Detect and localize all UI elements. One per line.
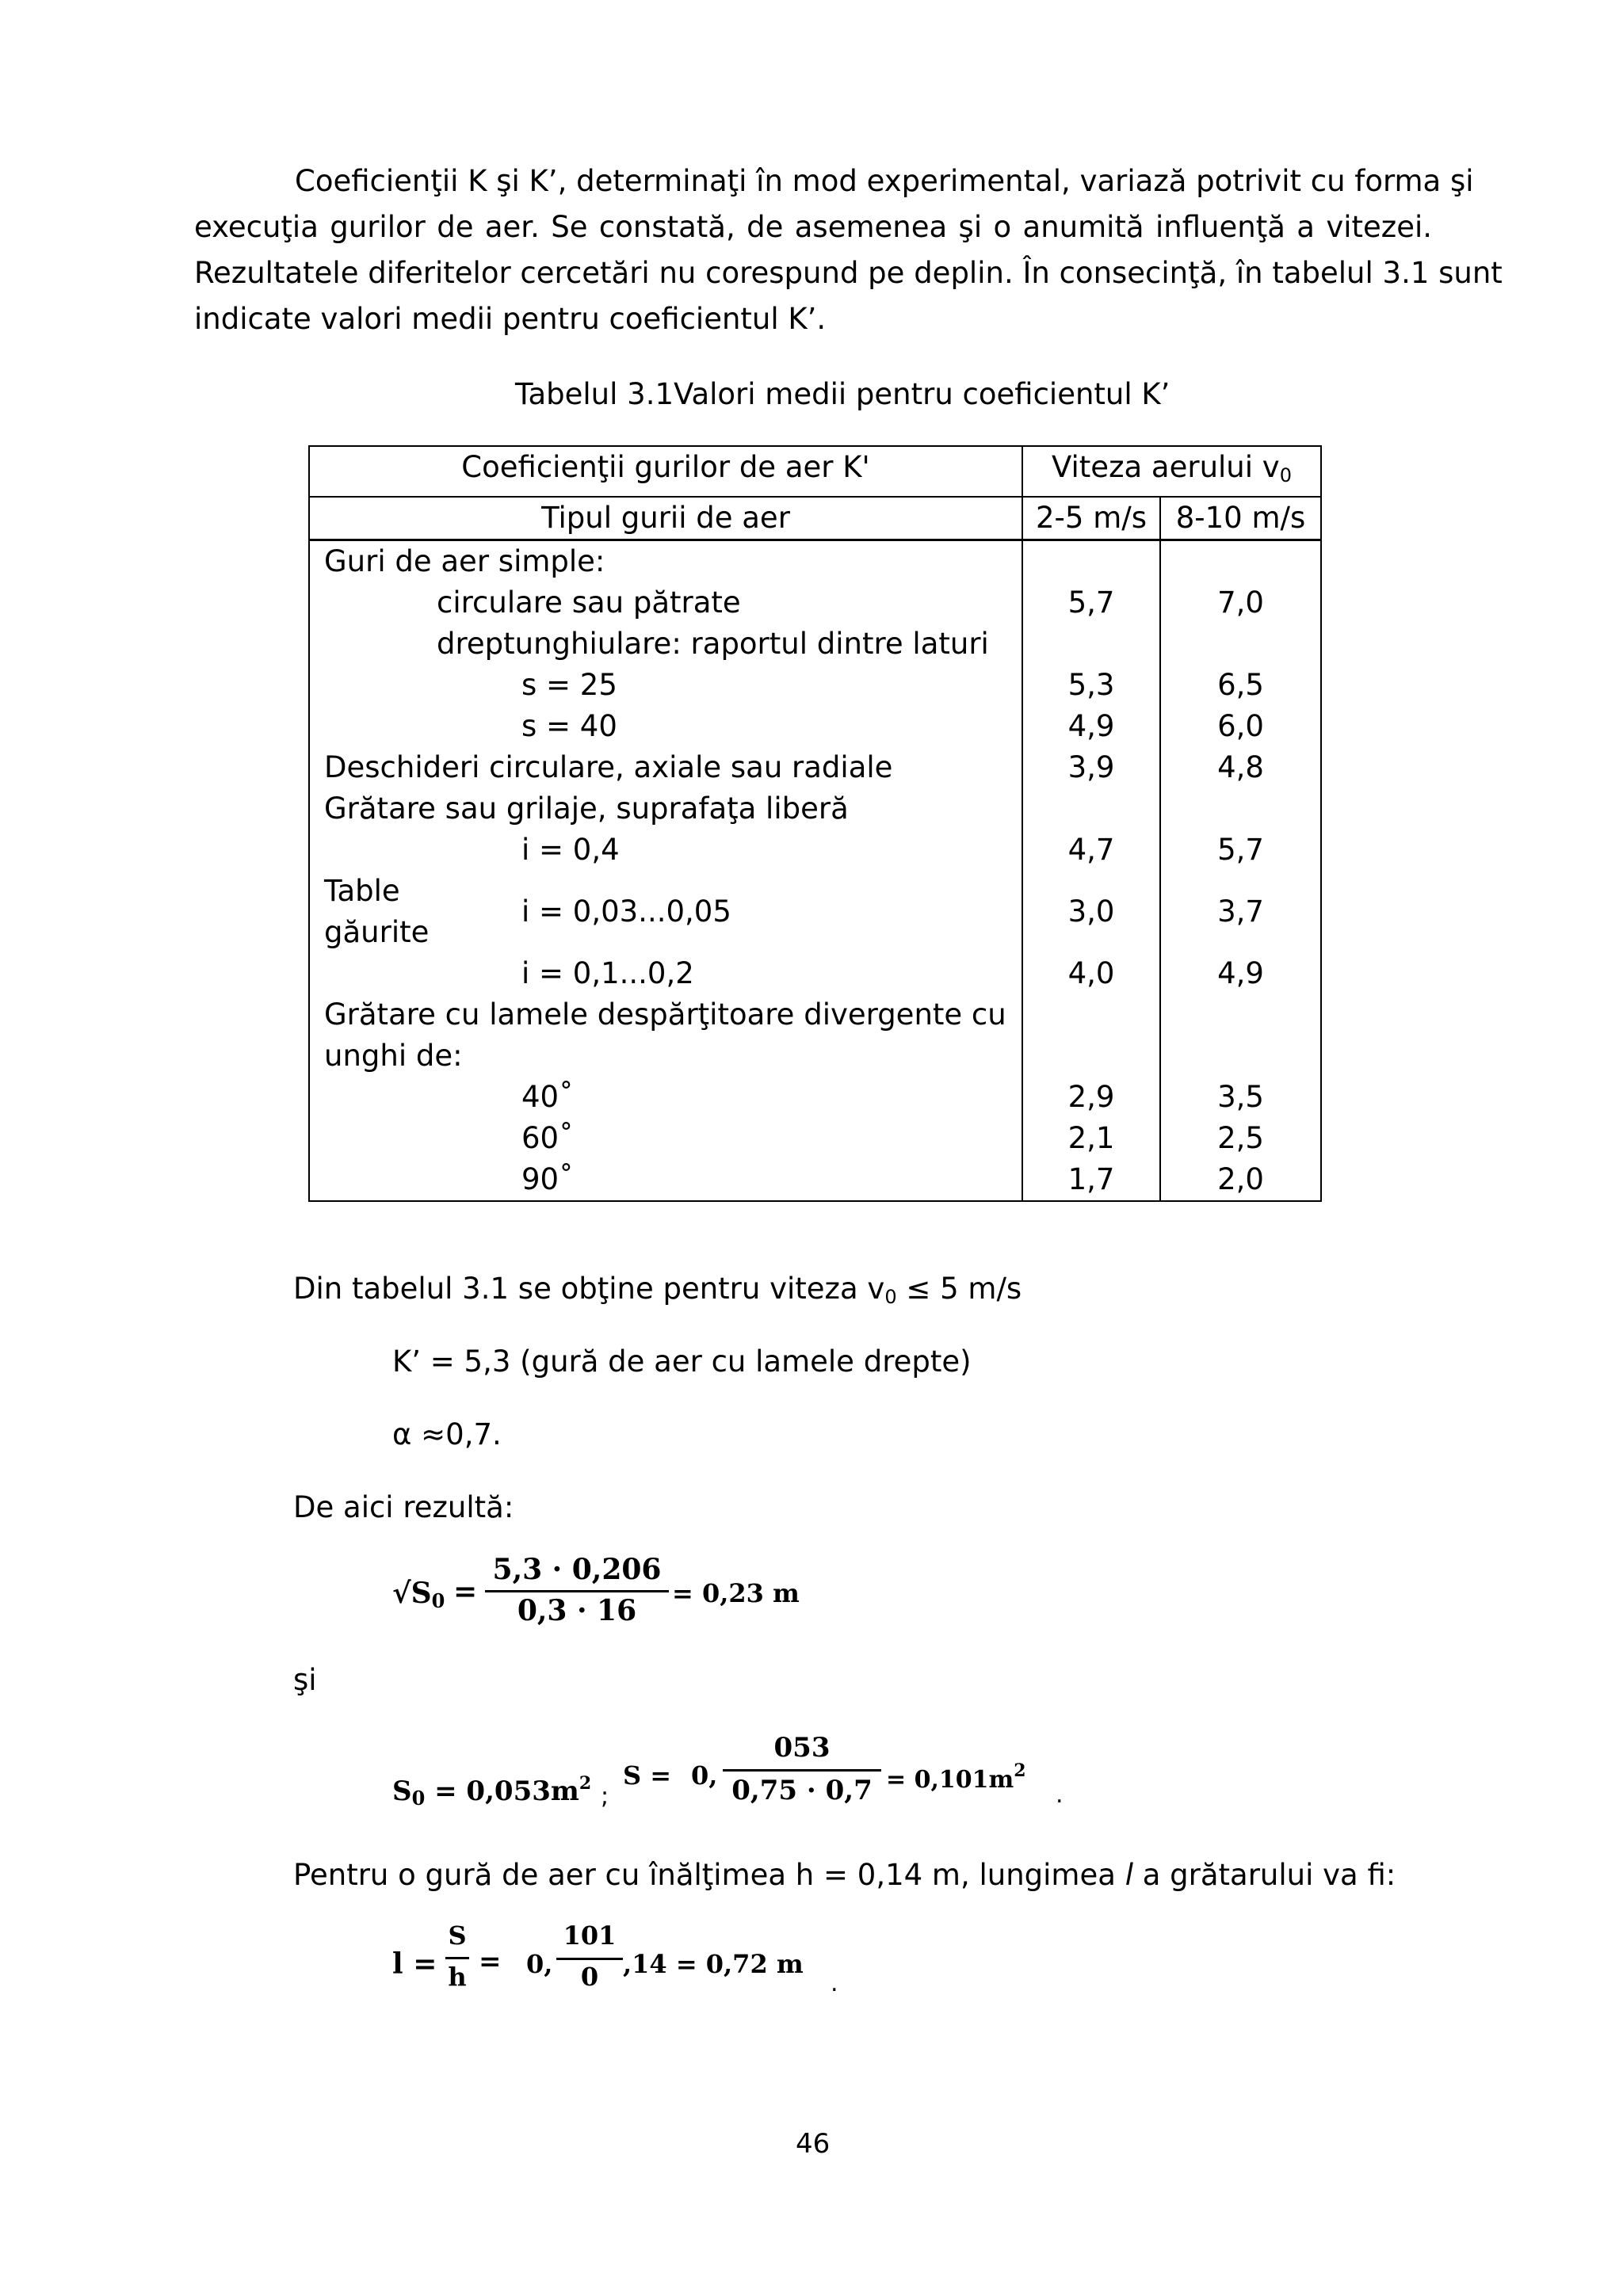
table-labels-column xyxy=(309,540,1022,1202)
formula3-end: . xyxy=(831,1970,838,1997)
formula2-s-lhs: S = xyxy=(623,1760,672,1791)
formula1-denominator: 0,3 · 16 xyxy=(517,1594,637,1627)
formula2-numerator: 053 xyxy=(773,1732,831,1764)
table-row-label: s = 40 xyxy=(521,709,617,743)
table-row-label: s = 25 xyxy=(521,668,617,702)
formula1-numerator: 5,3 · 0,206 xyxy=(492,1553,662,1586)
table-row-label: i = 0,03...0,05 xyxy=(521,894,731,929)
table-cell: 6,0 xyxy=(1217,709,1264,743)
table-cell: 1,7 xyxy=(1067,1162,1115,1196)
header-air-vent-type: Tipul gurii de aer xyxy=(309,497,1022,540)
table-cell: 4,9 xyxy=(1217,956,1264,990)
table-cell: 4,8 xyxy=(1217,750,1264,784)
table-cell: 3,5 xyxy=(1217,1080,1264,1114)
intro-line-3: Rezultatele diferitelor cercetări nu corespund pe deplin. În consecinţă, în tabelul 3.1 sunt xyxy=(194,256,1503,290)
table-cell: 5,3 xyxy=(1067,668,1115,702)
formula3-bar-2 xyxy=(556,1958,623,1960)
table-cell: 3,7 xyxy=(1217,894,1264,929)
intro-line-1: Coeficienţii K şi K’, determinaţi în mod experimental, variază potrivit cu forma şi xyxy=(295,164,1474,198)
formula1-fraction-bar xyxy=(485,1590,669,1592)
intro-line-2: execuţia gurilor de aer. Se constată, de asemenea şi o anumită influenţă a vitezei. xyxy=(194,210,1432,244)
intro-paragraph xyxy=(194,158,1503,342)
formula3-eq: = xyxy=(479,1946,502,1978)
table-row-label: dreptunghiulare: raportul dintre laturi xyxy=(437,627,989,661)
formula1-eq: = xyxy=(453,1575,478,1608)
table-cell: 2,1 xyxy=(1067,1121,1115,1155)
table-cell: 3,0 xyxy=(1067,894,1115,929)
table-body xyxy=(309,540,1321,1202)
table-row-label: 40˚ xyxy=(521,1080,574,1114)
body-p6: Pentru o gură de aer cu înălţimea h = 0,14 m, lungimea l a grătarului va fi: xyxy=(293,1858,1396,1892)
table-cell: 2,0 xyxy=(1217,1162,1264,1196)
table-row-label: unghi de: xyxy=(324,1039,463,1073)
page-number: 46 xyxy=(796,2128,831,2160)
table-cell xyxy=(1161,994,1320,1035)
formula2-rhs: = $0,101m^2$ xyxy=(886,1760,1026,1794)
table-cell: 5,7 xyxy=(1217,833,1264,867)
formula2-denominator: 0,75 · 0,7 xyxy=(731,1775,873,1806)
table-cell: 6,5 xyxy=(1217,668,1264,702)
formula3-bar-1 xyxy=(445,1957,469,1959)
intro-line-4: indicate valori medii pentru coeficientul K’. xyxy=(194,302,827,336)
table-row-label: i = 0,4 xyxy=(521,833,620,867)
formula1-lhs: $√S_0$ xyxy=(392,1577,445,1612)
table-row-label: circulare sau pătrate xyxy=(437,585,741,620)
header-speed-2-5: 2-5 m/s xyxy=(1022,497,1160,540)
formula2-prefix: 0, xyxy=(691,1760,718,1791)
table-row-label: Deschideri circulare, axiale sau radiale xyxy=(324,750,893,784)
table-header-row-2 xyxy=(309,497,1321,540)
body-p1: Din tabelul 3.1 se obţine pentru viteza $v_0 \le 5$ m/s xyxy=(293,1272,1022,1308)
table-cell: 2,9 xyxy=(1067,1080,1115,1114)
formula3-numerator: 101 xyxy=(563,1920,617,1951)
header-coefficients: Coeficienţii gurilor de aer K' xyxy=(309,446,1022,497)
body-p4: De aici rezultă: xyxy=(293,1490,514,1524)
table-cell: 4,9 xyxy=(1067,709,1115,743)
table-row-label: 90˚ xyxy=(521,1162,574,1196)
formula3-s: S xyxy=(448,1920,467,1951)
table-cell xyxy=(1023,994,1159,1035)
table-cell xyxy=(1023,541,1159,582)
formula1-rhs: = 0,23 m xyxy=(672,1578,800,1608)
table-cell: 4,0 xyxy=(1067,956,1115,990)
table-cell xyxy=(1161,541,1320,582)
coefficient-table xyxy=(308,445,1322,1202)
header-air-speed: Viteza aerului $v_0$ xyxy=(1022,446,1321,497)
table-cell: 3,9 xyxy=(1067,750,1115,784)
formula2-s0: $S_0 = 0,053m^2$ xyxy=(392,1773,592,1810)
table-caption: Tabelul 3.1Valori medii pentru coeficientul K’ xyxy=(515,377,1170,411)
formula3-prefix: 0, xyxy=(526,1949,553,1979)
table-row-label: i = 0,1...0,2 xyxy=(521,956,694,990)
formula3-lhs: l = xyxy=(392,1947,437,1981)
header-speed-8-10: 8-10 m/s xyxy=(1160,497,1321,540)
body-p5: şi xyxy=(293,1663,317,1697)
table-row-label: Guri de aer simple: xyxy=(324,544,605,578)
table-cell xyxy=(1161,788,1320,830)
table-cell xyxy=(1023,788,1159,830)
body-p2: K’ = 5,3 (gură de aer cu lamele drepte) xyxy=(392,1344,972,1379)
table-row-label: 60˚ xyxy=(521,1121,574,1155)
formula3-rhs: ,14 = 0,72 m xyxy=(623,1949,804,1979)
table-values-8-10 xyxy=(1160,540,1321,1202)
table-row-label: Grătare cu lamele despărţitoare divergente cu xyxy=(324,997,1006,1032)
formula2-fraction-bar xyxy=(723,1769,881,1772)
table-cell: 2,5 xyxy=(1217,1121,1264,1155)
table-cell: 5,7 xyxy=(1067,585,1115,620)
formula2-end: . xyxy=(1056,1781,1064,1809)
table-cell xyxy=(1023,1035,1159,1077)
formula3-h: h xyxy=(448,1962,467,1992)
table-cell xyxy=(1161,624,1320,665)
table-cell: 7,0 xyxy=(1217,585,1264,620)
formula3-denominator: 0 xyxy=(580,1962,599,1992)
group-label-perforated: Table găurite xyxy=(324,874,430,949)
table-row-label: Grătare sau grilaje, suprafaţa liberă xyxy=(324,791,849,826)
table-cell xyxy=(1161,1035,1320,1077)
formula2-separator: ; xyxy=(601,1783,609,1810)
table-header-row-1 xyxy=(309,446,1321,497)
table-values-2-5 xyxy=(1022,540,1160,1202)
table-cell xyxy=(1023,624,1159,665)
table-row-perforated-sheets xyxy=(310,871,1022,953)
table-cell: 4,7 xyxy=(1067,833,1115,867)
body-p3: α ≈0,7. xyxy=(392,1417,502,1451)
